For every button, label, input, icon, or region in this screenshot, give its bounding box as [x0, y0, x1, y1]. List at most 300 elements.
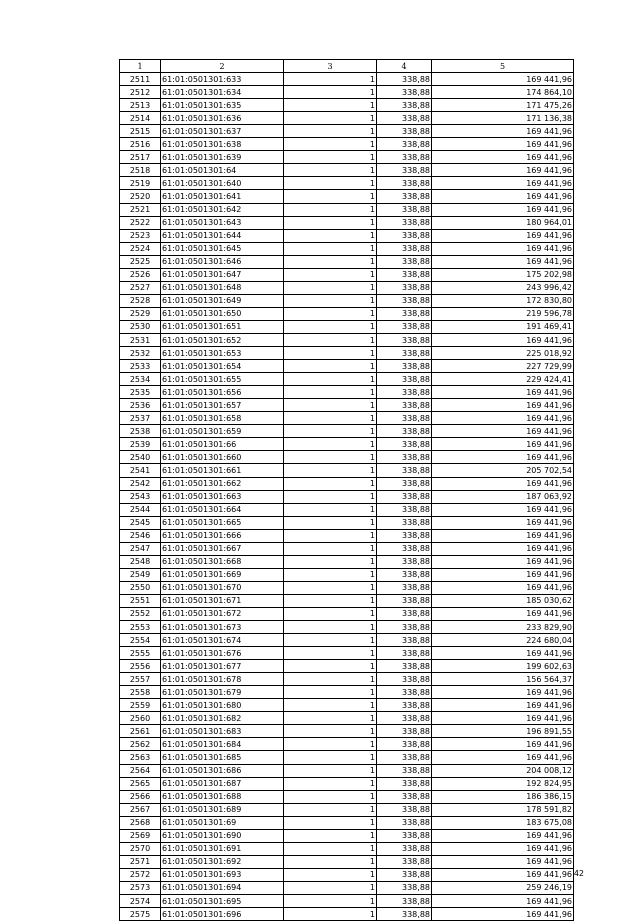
- cadastral-number-cell: 61:01:0501301:633: [161, 73, 284, 86]
- table-row: [120, 86, 574, 99]
- value-cell: 169 441,96: [432, 399, 574, 412]
- area-cell: 338,88: [377, 868, 432, 881]
- table-row: [120, 373, 574, 386]
- quantity-cell: 1: [284, 164, 377, 177]
- area-cell: 338,88: [377, 138, 432, 151]
- table-row: [120, 73, 574, 86]
- cadastral-number-cell: 61:01:0501301:674: [161, 634, 284, 647]
- quantity-cell: 1: [284, 190, 377, 203]
- area-cell: 338,88: [377, 190, 432, 203]
- row-number-cell: 2532: [120, 347, 161, 360]
- row-number-cell: 2540: [120, 451, 161, 464]
- cadastral-number-cell: 61:01:0501301:664: [161, 503, 284, 516]
- quantity-cell: 1: [284, 125, 377, 138]
- area-cell: 338,88: [377, 803, 432, 816]
- table-row: [120, 803, 574, 816]
- row-number-cell: 2569: [120, 829, 161, 842]
- table-row: [120, 621, 574, 634]
- area-cell: 338,88: [377, 399, 432, 412]
- value-cell: 169 441,96: [432, 203, 574, 216]
- row-number-cell: 2521: [120, 203, 161, 216]
- area-cell: 338,88: [377, 451, 432, 464]
- row-number-cell: 2552: [120, 607, 161, 620]
- area-cell: 338,88: [377, 268, 432, 281]
- cadastral-number-cell: 61:01:0501301:668: [161, 555, 284, 568]
- table-row: [120, 673, 574, 686]
- quantity-cell: 1: [284, 881, 377, 894]
- quantity-cell: 1: [284, 829, 377, 842]
- row-number-cell: 2516: [120, 138, 161, 151]
- area-cell: 338,88: [377, 216, 432, 229]
- cadastral-number-cell: 61:01:0501301:663: [161, 490, 284, 503]
- cadastral-number-cell: 61:01:0501301:643: [161, 216, 284, 229]
- value-cell: 259 246,19: [432, 881, 574, 894]
- row-number-cell: 2517: [120, 151, 161, 164]
- cadastral-number-cell: 61:01:0501301:676: [161, 647, 284, 660]
- value-cell: 186 386,15: [432, 790, 574, 803]
- table-row: [120, 516, 574, 529]
- quantity-cell: 1: [284, 412, 377, 425]
- table-row: [120, 647, 574, 660]
- cadastral-number-cell: 61:01:0501301:646: [161, 255, 284, 268]
- quantity-cell: 1: [284, 594, 377, 607]
- cadastral-number-cell: 61:01:0501301:642: [161, 203, 284, 216]
- value-cell: 180 964,01: [432, 216, 574, 229]
- value-cell: 205 702,54: [432, 464, 574, 477]
- quantity-cell: 1: [284, 73, 377, 86]
- cadastral-number-cell: 61:01:0501301:638: [161, 138, 284, 151]
- table-row: [120, 829, 574, 842]
- quantity-cell: 1: [284, 399, 377, 412]
- quantity-cell: 1: [284, 634, 377, 647]
- area-cell: 338,88: [377, 699, 432, 712]
- table-row: [120, 203, 574, 216]
- cadastral-number-cell: 61:01:0501301:683: [161, 725, 284, 738]
- cadastral-number-cell: 61:01:0501301:689: [161, 803, 284, 816]
- quantity-cell: 1: [284, 373, 377, 386]
- value-cell: 169 441,96: [432, 647, 574, 660]
- cadastral-number-cell: 61:01:0501301:678: [161, 673, 284, 686]
- cadastral-number-cell: 61:01:0501301:690: [161, 829, 284, 842]
- row-number-cell: 2524: [120, 242, 161, 255]
- cadastral-number-cell: 61:01:0501301:645: [161, 242, 284, 255]
- area-cell: 338,88: [377, 333, 432, 346]
- row-number-cell: 2531: [120, 333, 161, 346]
- value-cell: 169 441,96: [432, 164, 574, 177]
- table-body: [120, 73, 574, 921]
- area-cell: 338,88: [377, 842, 432, 855]
- table-row: [120, 503, 574, 516]
- cadastral-number-cell: 61:01:0501301:666: [161, 529, 284, 542]
- value-cell: 169 441,96: [432, 125, 574, 138]
- value-cell: 175 202,98: [432, 268, 574, 281]
- area-cell: 338,88: [377, 412, 432, 425]
- area-cell: 338,88: [377, 477, 432, 490]
- row-number-cell: 2512: [120, 86, 161, 99]
- row-number-cell: 2568: [120, 816, 161, 829]
- table-row: [120, 555, 574, 568]
- quantity-cell: 1: [284, 842, 377, 855]
- cadastral-number-cell: 61:01:0501301:658: [161, 412, 284, 425]
- row-number-cell: 2549: [120, 568, 161, 581]
- value-cell: 169 441,96: [432, 568, 574, 581]
- row-number-cell: 2523: [120, 229, 161, 242]
- cadastral-number-cell: 61:01:0501301:636: [161, 112, 284, 125]
- area-cell: 338,88: [377, 581, 432, 594]
- value-cell: 169 441,96: [432, 895, 574, 908]
- quantity-cell: 1: [284, 895, 377, 908]
- row-number-cell: 2529: [120, 307, 161, 320]
- cadastral-number-cell: 61:01:0501301:687: [161, 777, 284, 790]
- value-cell: 169 441,96: [432, 438, 574, 451]
- cadastral-number-cell: 61:01:0501301:677: [161, 660, 284, 673]
- quantity-cell: 1: [284, 712, 377, 725]
- cadastral-number-cell: 61:01:0501301:671: [161, 594, 284, 607]
- area-cell: 338,88: [377, 725, 432, 738]
- table-row: [120, 229, 574, 242]
- area-cell: 338,88: [377, 751, 432, 764]
- column-header-5: 5: [432, 60, 574, 73]
- area-cell: 338,88: [377, 516, 432, 529]
- area-cell: 338,88: [377, 829, 432, 842]
- cadastral-number-cell: 61:01:0501301:656: [161, 386, 284, 399]
- area-cell: 338,88: [377, 112, 432, 125]
- value-cell: 169 441,96: [432, 73, 574, 86]
- quantity-cell: 1: [284, 516, 377, 529]
- table-row: [120, 607, 574, 620]
- table-row: [120, 490, 574, 503]
- table-row: [120, 842, 574, 855]
- area-cell: 338,88: [377, 320, 432, 333]
- cadastral-number-cell: 61:01:0501301:651: [161, 320, 284, 333]
- area-cell: 338,88: [377, 790, 432, 803]
- cadastral-number-cell: 61:01:0501301:672: [161, 607, 284, 620]
- value-cell: 178 591,82: [432, 803, 574, 816]
- cadastral-number-cell: 61:01:0501301:680: [161, 699, 284, 712]
- area-cell: 338,88: [377, 490, 432, 503]
- quantity-cell: 1: [284, 347, 377, 360]
- cadastral-number-cell: 61:01:0501301:649: [161, 294, 284, 307]
- quantity-cell: 1: [284, 503, 377, 516]
- row-number-cell: 2548: [120, 555, 161, 568]
- cadastral-number-cell: 61:01:0501301:686: [161, 764, 284, 777]
- value-cell: 169 441,96: [432, 751, 574, 764]
- cadastral-number-cell: 61:01:0501301:665: [161, 516, 284, 529]
- row-number-cell: 2558: [120, 686, 161, 699]
- row-number-cell: 2562: [120, 738, 161, 751]
- quantity-cell: 1: [284, 647, 377, 660]
- area-cell: 338,88: [377, 164, 432, 177]
- value-cell: 156 564,37: [432, 673, 574, 686]
- value-cell: 169 441,96: [432, 555, 574, 568]
- table-row: [120, 386, 574, 399]
- row-number-cell: 2537: [120, 412, 161, 425]
- table-row: [120, 777, 574, 790]
- cadastral-number-cell: 61:01:0501301:662: [161, 477, 284, 490]
- table-row: [120, 895, 574, 908]
- cadastral-number-cell: 61:01:0501301:647: [161, 268, 284, 281]
- value-cell: 169 441,96: [432, 190, 574, 203]
- cadastral-number-cell: 61:01:0501301:64: [161, 164, 284, 177]
- area-cell: 338,88: [377, 307, 432, 320]
- table-row: [120, 764, 574, 777]
- table-row: [120, 542, 574, 555]
- row-number-cell: 2565: [120, 777, 161, 790]
- cadastral-number-cell: 61:01:0501301:640: [161, 177, 284, 190]
- row-number-cell: 2522: [120, 216, 161, 229]
- quantity-cell: 1: [284, 242, 377, 255]
- quantity-cell: 1: [284, 86, 377, 99]
- cadastral-number-cell: 61:01:0501301:688: [161, 790, 284, 803]
- row-number-cell: 2559: [120, 699, 161, 712]
- value-cell: 169 441,96: [432, 868, 574, 881]
- value-cell: 183 675,08: [432, 816, 574, 829]
- area-cell: 338,88: [377, 86, 432, 99]
- table-row: [120, 347, 574, 360]
- area-cell: 338,88: [377, 542, 432, 555]
- table-row: [120, 686, 574, 699]
- table-row: [120, 307, 574, 320]
- quantity-cell: 1: [284, 621, 377, 634]
- cadastral-number-cell: 61:01:0501301:682: [161, 712, 284, 725]
- row-number-cell: 2543: [120, 490, 161, 503]
- quantity-cell: 1: [284, 673, 377, 686]
- area-cell: 338,88: [377, 73, 432, 86]
- table-row: [120, 738, 574, 751]
- table-row: [120, 881, 574, 894]
- area-cell: 338,88: [377, 151, 432, 164]
- quantity-cell: 1: [284, 660, 377, 673]
- area-cell: 338,88: [377, 425, 432, 438]
- value-cell: 191 469,41: [432, 320, 574, 333]
- value-cell: 169 441,96: [432, 386, 574, 399]
- cadastral-number-cell: 61:01:0501301:652: [161, 333, 284, 346]
- cadastral-number-cell: 61:01:0501301:634: [161, 86, 284, 99]
- area-cell: 338,88: [377, 255, 432, 268]
- value-cell: 192 824,95: [432, 777, 574, 790]
- quantity-cell: 1: [284, 203, 377, 216]
- quantity-cell: 1: [284, 764, 377, 777]
- table-row: [120, 281, 574, 294]
- column-header-4: 4: [377, 60, 432, 73]
- value-cell: 169 441,96: [432, 138, 574, 151]
- cadastral-number-cell: 61:01:0501301:648: [161, 281, 284, 294]
- value-cell: 224 680,04: [432, 634, 574, 647]
- table-row: [120, 333, 574, 346]
- table-row: [120, 725, 574, 738]
- area-cell: 338,88: [377, 594, 432, 607]
- value-cell: 227 729,99: [432, 360, 574, 373]
- value-cell: 229 424,41: [432, 373, 574, 386]
- row-number-cell: 2556: [120, 660, 161, 673]
- quantity-cell: 1: [284, 464, 377, 477]
- row-number-cell: 2551: [120, 594, 161, 607]
- value-cell: 169 441,96: [432, 177, 574, 190]
- row-number-cell: 2511: [120, 73, 161, 86]
- value-cell: 169 441,96: [432, 503, 574, 516]
- quantity-cell: 1: [284, 138, 377, 151]
- area-cell: 338,88: [377, 568, 432, 581]
- quantity-cell: 1: [284, 425, 377, 438]
- row-number-cell: 2539: [120, 438, 161, 451]
- quantity-cell: 1: [284, 360, 377, 373]
- value-cell: 243 996,42: [432, 281, 574, 294]
- table-row: [120, 177, 574, 190]
- area-cell: 338,88: [377, 555, 432, 568]
- row-number-cell: 2527: [120, 281, 161, 294]
- value-cell: 199 602,63: [432, 660, 574, 673]
- area-cell: 338,88: [377, 386, 432, 399]
- table-row: [120, 816, 574, 829]
- cadastral-number-cell: 61:01:0501301:673: [161, 621, 284, 634]
- row-number-cell: 2515: [120, 125, 161, 138]
- value-cell: 169 441,96: [432, 425, 574, 438]
- value-cell: 233 829,90: [432, 621, 574, 634]
- row-number-cell: 2533: [120, 360, 161, 373]
- table-row: [120, 425, 574, 438]
- quantity-cell: 1: [284, 777, 377, 790]
- value-cell: 169 441,96: [432, 607, 574, 620]
- value-cell: 169 441,96: [432, 542, 574, 555]
- page-number: 42: [573, 869, 584, 878]
- row-number-cell: 2553: [120, 621, 161, 634]
- value-cell: 196 891,55: [432, 725, 574, 738]
- quantity-cell: 1: [284, 751, 377, 764]
- quantity-cell: 1: [284, 294, 377, 307]
- area-cell: 338,88: [377, 373, 432, 386]
- value-cell: 169 441,96: [432, 477, 574, 490]
- row-number-cell: 2536: [120, 399, 161, 412]
- cadastral-number-cell: 61:01:0501301:644: [161, 229, 284, 242]
- row-number-cell: 2571: [120, 855, 161, 868]
- quantity-cell: 1: [284, 803, 377, 816]
- row-number-cell: 2566: [120, 790, 161, 803]
- quantity-cell: 1: [284, 216, 377, 229]
- value-cell: 185 030,62: [432, 594, 574, 607]
- table-row: [120, 790, 574, 803]
- column-header-1: 1: [120, 60, 161, 73]
- value-cell: 204 008,12: [432, 764, 574, 777]
- area-cell: 338,88: [377, 855, 432, 868]
- table-row: [120, 112, 574, 125]
- value-cell: 171 475,26: [432, 99, 574, 112]
- quantity-cell: 1: [284, 177, 377, 190]
- table-row: [120, 868, 574, 881]
- table-row: [120, 908, 574, 921]
- row-number-cell: 2513: [120, 99, 161, 112]
- area-cell: 338,88: [377, 712, 432, 725]
- table-row: [120, 99, 574, 112]
- value-cell: 169 441,96: [432, 412, 574, 425]
- cadastral-number-cell: 61:01:0501301:694: [161, 881, 284, 894]
- row-number-cell: 2525: [120, 255, 161, 268]
- cadastral-number-cell: 61:01:0501301:653: [161, 347, 284, 360]
- row-number-cell: 2546: [120, 529, 161, 542]
- table-row: [120, 138, 574, 151]
- row-number-cell: 2550: [120, 581, 161, 594]
- quantity-cell: 1: [284, 451, 377, 464]
- cadastral-number-cell: 61:01:0501301:695: [161, 895, 284, 908]
- table-row: [120, 360, 574, 373]
- table-row: [120, 216, 574, 229]
- table-row: [120, 634, 574, 647]
- quantity-cell: 1: [284, 307, 377, 320]
- cadastral-number-cell: 61:01:0501301:679: [161, 686, 284, 699]
- quantity-cell: 1: [284, 790, 377, 803]
- area-cell: 338,88: [377, 895, 432, 908]
- quantity-cell: 1: [284, 229, 377, 242]
- row-number-cell: 2573: [120, 881, 161, 894]
- area-cell: 338,88: [377, 673, 432, 686]
- row-number-cell: 2570: [120, 842, 161, 855]
- area-cell: 338,88: [377, 360, 432, 373]
- area-cell: 338,88: [377, 203, 432, 216]
- quantity-cell: 1: [284, 908, 377, 921]
- area-cell: 338,88: [377, 464, 432, 477]
- area-cell: 338,88: [377, 229, 432, 242]
- cadastral-number-cell: 61:01:0501301:650: [161, 307, 284, 320]
- area-cell: 338,88: [377, 908, 432, 921]
- row-number-cell: 2519: [120, 177, 161, 190]
- value-cell: 169 441,96: [432, 229, 574, 242]
- cadastral-number-cell: 61:01:0501301:637: [161, 125, 284, 138]
- value-cell: 187 063,92: [432, 490, 574, 503]
- cadastral-number-cell: 61:01:0501301:655: [161, 373, 284, 386]
- value-cell: 169 441,96: [432, 855, 574, 868]
- quantity-cell: 1: [284, 686, 377, 699]
- area-cell: 338,88: [377, 177, 432, 190]
- table-row: [120, 477, 574, 490]
- cadastral-number-cell: 61:01:0501301:685: [161, 751, 284, 764]
- quantity-cell: 1: [284, 438, 377, 451]
- quantity-cell: 1: [284, 855, 377, 868]
- area-cell: 338,88: [377, 738, 432, 751]
- row-number-cell: 2544: [120, 503, 161, 516]
- cadastral-number-cell: 61:01:0501301:659: [161, 425, 284, 438]
- table-row: [120, 164, 574, 177]
- row-number-cell: 2557: [120, 673, 161, 686]
- table-row: [120, 255, 574, 268]
- quantity-cell: 1: [284, 255, 377, 268]
- table-row: [120, 581, 574, 594]
- quantity-cell: 1: [284, 607, 377, 620]
- quantity-cell: 1: [284, 112, 377, 125]
- table-row: [120, 751, 574, 764]
- table-row: [120, 855, 574, 868]
- cadastral-number-cell: 61:01:0501301:696: [161, 908, 284, 921]
- area-cell: 338,88: [377, 503, 432, 516]
- quantity-cell: 1: [284, 268, 377, 281]
- value-cell: 169 441,96: [432, 712, 574, 725]
- value-cell: 169 441,96: [432, 908, 574, 921]
- row-number-cell: 2528: [120, 294, 161, 307]
- quantity-cell: 1: [284, 725, 377, 738]
- quantity-cell: 1: [284, 151, 377, 164]
- cadastral-number-cell: 61:01:0501301:635: [161, 99, 284, 112]
- row-number-cell: 2555: [120, 647, 161, 660]
- area-cell: 338,88: [377, 634, 432, 647]
- parcel-table: [119, 59, 574, 921]
- value-cell: 169 441,96: [432, 255, 574, 268]
- row-number-cell: 2538: [120, 425, 161, 438]
- table-row: [120, 699, 574, 712]
- area-cell: 338,88: [377, 242, 432, 255]
- quantity-cell: 1: [284, 581, 377, 594]
- row-number-cell: 2572: [120, 868, 161, 881]
- column-header-3: 3: [284, 60, 377, 73]
- table-row: [120, 412, 574, 425]
- cadastral-number-cell: 61:01:0501301:669: [161, 568, 284, 581]
